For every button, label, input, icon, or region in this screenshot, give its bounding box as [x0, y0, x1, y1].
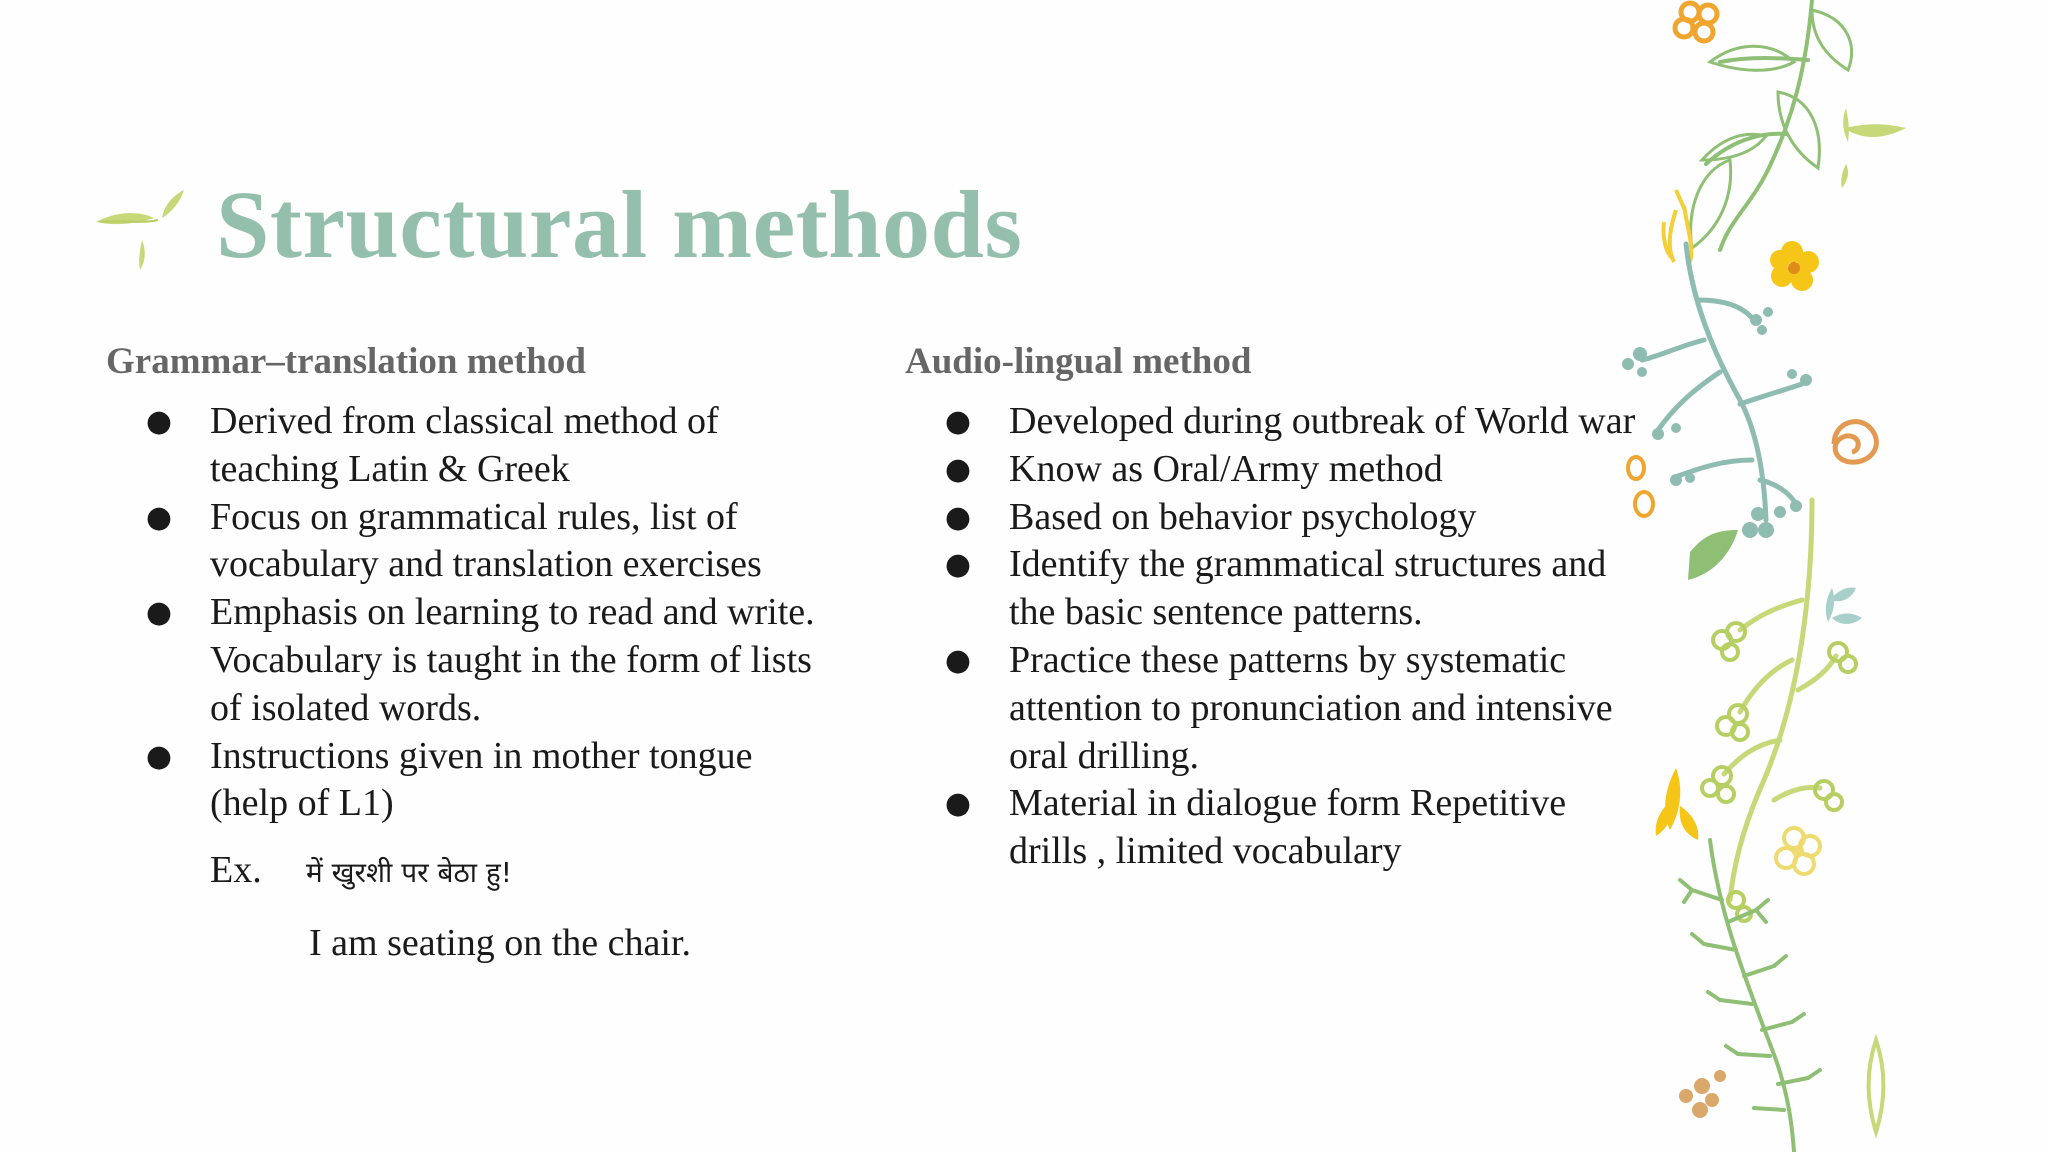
bullet-text: Material in dialogue form Repetitive drills , limited vocabulary	[1009, 782, 1567, 873]
bullet-dot: ●	[944, 499, 972, 535]
bullet-text: Identify the grammatical structures and the basic sentence patterns.	[1009, 543, 1607, 634]
green-leaf	[1688, 530, 1738, 580]
bullet-dot: ●	[145, 595, 173, 631]
lime-leaf-bottom	[1869, 1040, 1884, 1132]
audio-lingual-column	[905, 336, 1645, 876]
bullet-dot: ●	[145, 738, 173, 774]
botanical-vine-illustration	[1580, 0, 2048, 1152]
bullet-item	[905, 446, 1645, 494]
small-leaf-sprigs	[1841, 108, 1906, 188]
bullet-dot: ●	[944, 642, 972, 678]
bullet-text: Practice these patterns by systematic attention to pronunciation and intensive oral drilling.	[1009, 638, 1613, 777]
bullet-text: Focus on grammatical rules, list of vocabulary and translation exercises	[210, 495, 762, 586]
bullet-text: Know as Oral/Army method	[1009, 447, 1443, 490]
orange-seed-pods	[1628, 457, 1653, 516]
leaf-outline-group	[1691, 10, 1852, 248]
bullet-item	[106, 398, 826, 494]
grammar-translation-column	[106, 336, 826, 971]
yellow-bud	[1656, 768, 1699, 840]
example-line	[106, 842, 826, 901]
example-label: Ex.	[210, 849, 262, 892]
bullet-item	[106, 733, 826, 829]
bullet-dot: ●	[145, 404, 173, 439]
slide-title: Structural methods	[216, 171, 1023, 278]
bullet-item	[905, 398, 1645, 446]
bullet-dot: ●	[944, 547, 972, 583]
tan-seeds	[1679, 1070, 1726, 1118]
bullet-item	[106, 589, 826, 732]
bullet-text: Based on behavior psychology	[1009, 495, 1477, 538]
pale-yellow-flower	[1776, 828, 1820, 874]
bullet-text: Emphasis on learning to read and write. Vocabulary is taught in the form of lists of isolated words.	[210, 591, 815, 729]
orange-swirl-flower	[1834, 422, 1876, 463]
example-english-text: I am seating on the chair.	[309, 922, 691, 965]
yellow-flower	[1770, 241, 1819, 291]
column-heading: Grammar–translation method	[106, 341, 586, 382]
example-hindi-text: में खुरशी पर बेठा हु!	[306, 856, 512, 890]
bullet-dot: ●	[944, 786, 972, 822]
bullet-dot: ●	[944, 404, 972, 439]
teal-sprig	[1826, 588, 1862, 625]
bullet-list	[905, 398, 1645, 876]
bullet-list	[106, 398, 826, 828]
bullet-dot: ●	[944, 451, 972, 487]
bullet-item	[905, 541, 1645, 637]
column-heading: Audio-lingual method	[905, 341, 1252, 382]
sage-berries	[1622, 307, 1812, 538]
bullet-text: Derived from classical method of teaching Latin & Greek	[210, 400, 719, 490]
sprout-icon	[92, 188, 192, 272]
bullet-item	[905, 494, 1645, 542]
bullet-dot: ●	[145, 499, 173, 535]
bullet-item	[106, 494, 826, 590]
orange-flower-top	[1675, 3, 1717, 41]
bullet-text: Developed during outbreak of World war	[1009, 400, 1636, 442]
bullet-text: Instructions given in mother tongue (help of L1)	[210, 734, 753, 825]
bullet-item	[905, 637, 1645, 780]
bullet-item	[905, 780, 1645, 876]
